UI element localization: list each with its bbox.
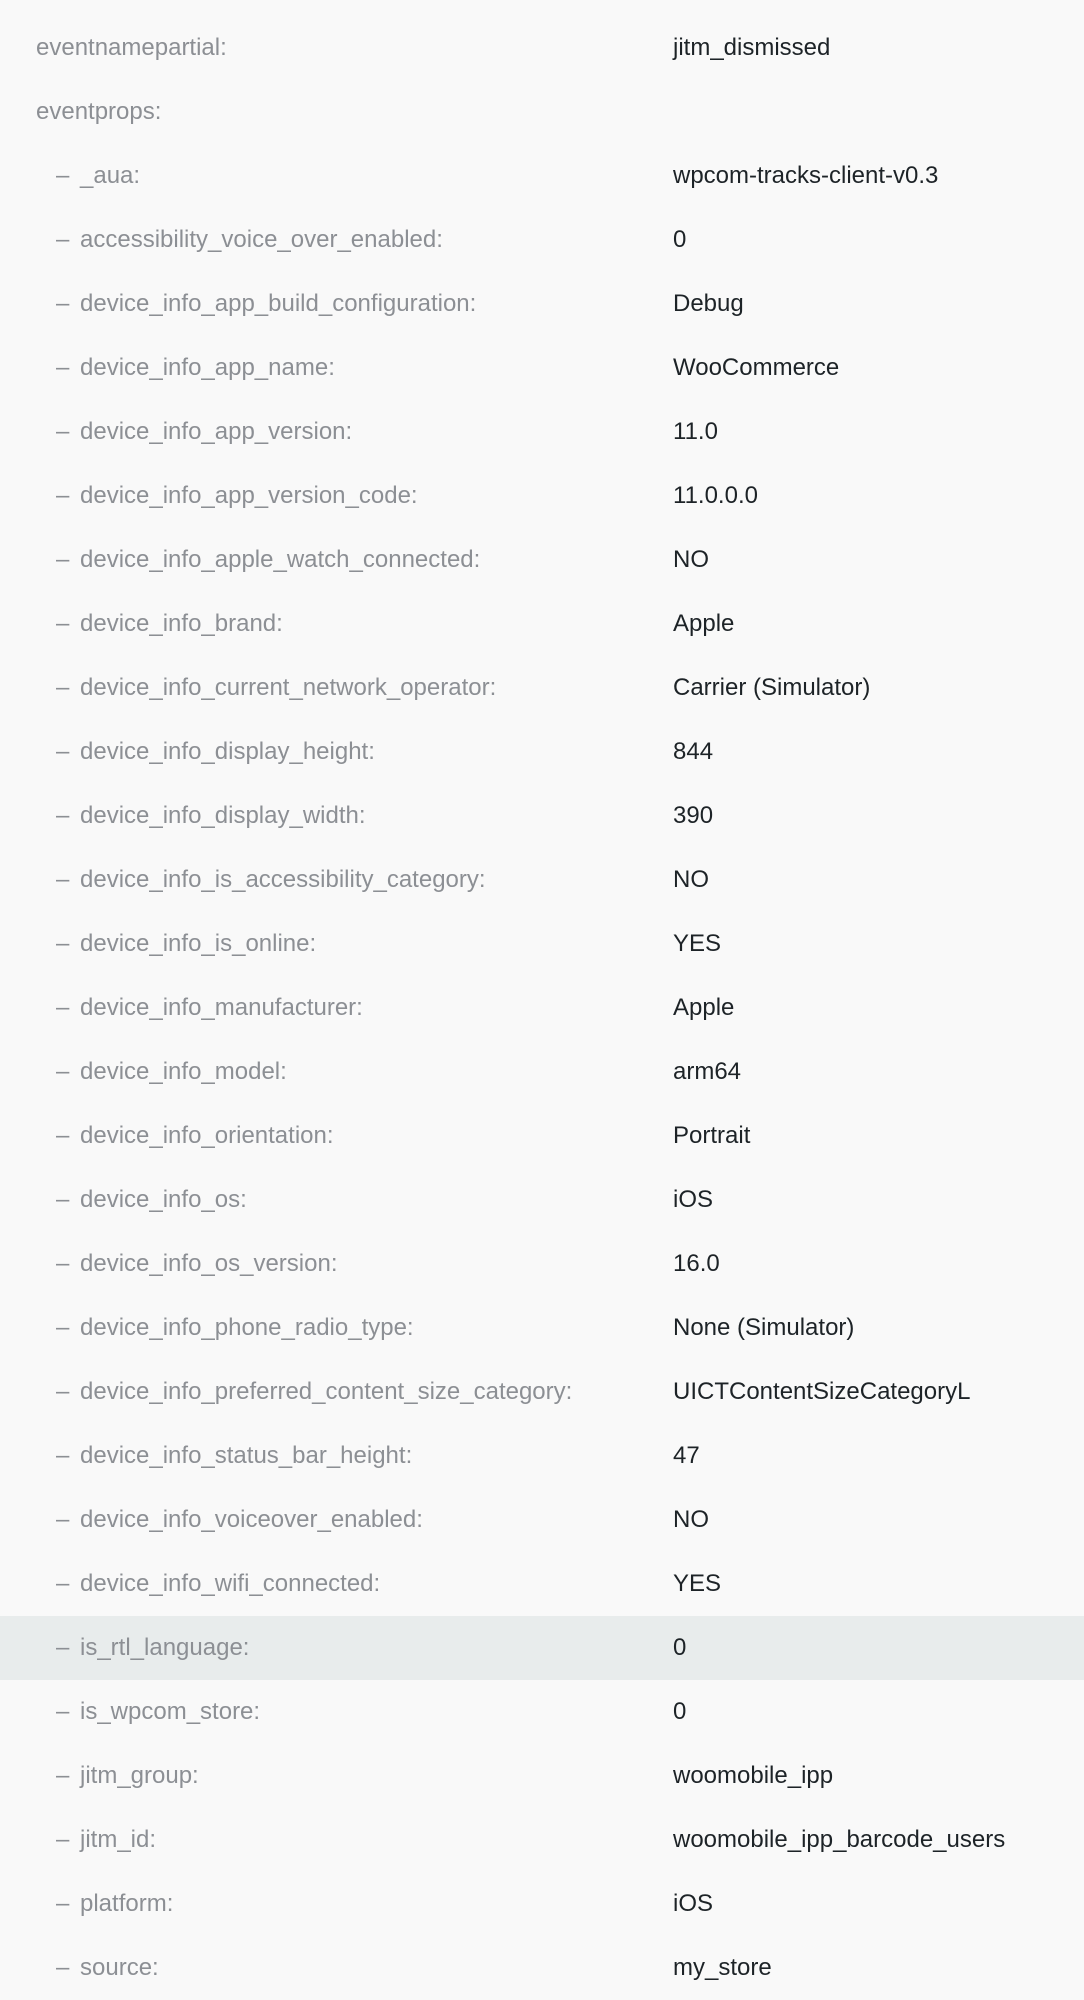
nested-item-dash: – [56, 866, 70, 893]
property-key: device_info_is_online: [80, 930, 317, 957]
property-key: eventnamepartial: [36, 34, 227, 61]
property-value: arm64 [673, 1058, 742, 1085]
property-value: iOS [673, 1186, 714, 1213]
property-row[interactable] [0, 1232, 1084, 1296]
nested-item-dash: – [56, 1058, 70, 1085]
property-value: wpcom-tracks-client-v0.3 [673, 162, 939, 189]
property-key: device_info_brand: [80, 610, 283, 637]
nested-item-dash: – [56, 1378, 70, 1405]
nested-item-dash: – [56, 1250, 70, 1277]
nested-item-dash: – [56, 994, 70, 1021]
property-key: jitm_id: [80, 1826, 157, 1853]
property-value: YES [673, 1570, 722, 1597]
property-row[interactable] [0, 1808, 1084, 1872]
property-key: device_info_is_accessibility_category: [80, 866, 486, 893]
property-value: 11.0 [673, 418, 718, 445]
property-row[interactable] [0, 144, 1084, 208]
property-value: Debug [673, 290, 744, 317]
nested-item-dash: – [56, 674, 70, 701]
property-key: device_info_status_bar_height: [80, 1442, 413, 1469]
property-key: device_info_voiceover_enabled: [80, 1506, 423, 1533]
property-row[interactable] [0, 1296, 1084, 1360]
property-value: my_store [673, 1954, 772, 1981]
property-key: platform: [80, 1890, 174, 1917]
property-value: 0 [673, 1634, 687, 1661]
property-value: 0 [673, 226, 687, 253]
property-row[interactable] [0, 272, 1084, 336]
property-key: device_info_os_version: [80, 1250, 338, 1277]
property-key: device_info_manufacturer: [80, 994, 363, 1021]
property-row[interactable] [0, 1872, 1084, 1936]
property-value: Apple [673, 610, 735, 637]
property-value: Apple [673, 994, 735, 1021]
property-value: iOS [673, 1890, 714, 1917]
property-row[interactable] [0, 1744, 1084, 1808]
nested-item-dash: – [56, 1570, 70, 1597]
property-row[interactable] [0, 784, 1084, 848]
property-value: woomobile_ipp [673, 1762, 834, 1789]
property-key: is_wpcom_store: [80, 1698, 261, 1725]
property-row[interactable] [0, 720, 1084, 784]
nested-item-dash: – [56, 546, 70, 573]
nested-item-dash: – [56, 354, 70, 381]
property-value: jitm_dismissed [673, 34, 831, 61]
property-row[interactable] [0, 1424, 1084, 1488]
property-key: device_info_phone_radio_type: [80, 1314, 414, 1341]
property-row[interactable] [0, 1680, 1084, 1744]
property-row[interactable] [0, 336, 1084, 400]
nested-item-dash: – [56, 802, 70, 829]
property-row[interactable] [0, 528, 1084, 592]
property-value: woomobile_ipp_barcode_users [673, 1826, 1006, 1853]
nested-item-dash: – [56, 1314, 70, 1341]
property-key: source: [80, 1954, 159, 1981]
property-row[interactable] [0, 1360, 1084, 1424]
property-key: device_info_app_name: [80, 354, 335, 381]
property-row[interactable] [0, 1488, 1084, 1552]
nested-item-dash: – [56, 1698, 70, 1725]
property-value: 844 [673, 738, 714, 765]
property-key: device_info_current_network_operator: [80, 674, 497, 701]
property-value: 11.0.0.0 [673, 482, 758, 509]
nested-item-dash: – [56, 1762, 70, 1789]
property-key: jitm_group: [80, 1762, 199, 1789]
property-row[interactable] [0, 656, 1084, 720]
property-value: NO [673, 866, 709, 893]
nested-item-dash: – [56, 738, 70, 765]
nested-item-dash: – [56, 610, 70, 637]
property-row[interactable] [0, 912, 1084, 976]
property-row[interactable] [0, 464, 1084, 528]
nested-item-dash: – [56, 162, 70, 189]
nested-item-dash: – [56, 226, 70, 253]
property-key: device_info_preferred_content_size_category: [80, 1378, 573, 1405]
property-value: 47 [673, 1442, 700, 1469]
property-value: YES [673, 930, 722, 957]
property-key: device_info_app_version_code: [80, 482, 418, 509]
nested-item-dash: – [56, 930, 70, 957]
property-value: 0 [673, 1698, 687, 1725]
nested-item-dash: – [56, 1954, 70, 1981]
property-value: NO [673, 546, 709, 573]
nested-item-dash: – [56, 482, 70, 509]
nested-item-dash: – [56, 1634, 70, 1661]
property-row[interactable] [0, 1616, 1084, 1680]
property-key: eventprops: [36, 98, 162, 125]
event-field-row[interactable] [0, 16, 1084, 80]
property-value: Carrier (Simulator) [673, 674, 871, 701]
property-value: 390 [673, 802, 714, 829]
nested-item-dash: – [56, 290, 70, 317]
property-key: device_info_os: [80, 1186, 247, 1213]
property-key [36, 0, 161, 16]
nested-item-dash: – [56, 418, 70, 445]
property-key: device_info_apple_watch_connected: [80, 546, 481, 573]
property-key: device_info_app_build_configuration: [80, 290, 477, 317]
nested-item-dash: – [56, 1890, 70, 1917]
nested-item-dash: – [56, 1442, 70, 1469]
property-row[interactable] [0, 1552, 1084, 1616]
event-field-row[interactable] [0, 80, 1084, 144]
property-value: WooCommerce [673, 354, 840, 381]
property-key: device_info_orientation: [80, 1122, 334, 1149]
event-field-row[interactable] [0, 0, 1084, 16]
property-key: device_info_app_version: [80, 418, 353, 445]
nested-item-dash: – [56, 1186, 70, 1213]
property-key: device_info_wifi_connected: [80, 1570, 381, 1597]
property-key: device_info_display_height: [80, 738, 375, 765]
property-row[interactable] [0, 592, 1084, 656]
property-value [673, 0, 1030, 16]
property-key: device_info_display_width: [80, 802, 366, 829]
property-row[interactable] [0, 1104, 1084, 1168]
property-row[interactable] [0, 208, 1084, 272]
property-row[interactable] [0, 1040, 1084, 1104]
nested-item-dash: – [56, 1506, 70, 1533]
property-value: NO [673, 1506, 709, 1533]
property-key: _aua: [80, 162, 141, 189]
nested-item-dash: – [56, 1122, 70, 1149]
property-row[interactable] [0, 976, 1084, 1040]
nested-item-dash: – [56, 1826, 70, 1853]
property-row[interactable] [0, 1936, 1084, 2000]
property-row[interactable] [0, 400, 1084, 464]
property-key: accessibility_voice_over_enabled: [80, 226, 443, 253]
property-row[interactable] [0, 848, 1084, 912]
property-key: is_rtl_language: [80, 1634, 250, 1661]
property-value: None (Simulator) [673, 1314, 855, 1341]
property-key: device_info_model: [80, 1058, 287, 1085]
property-value: UICTContentSizeCategoryL [673, 1378, 971, 1405]
property-value: 16.0 [673, 1250, 720, 1277]
property-value: Portrait [673, 1122, 751, 1149]
property-row[interactable] [0, 1168, 1084, 1232]
